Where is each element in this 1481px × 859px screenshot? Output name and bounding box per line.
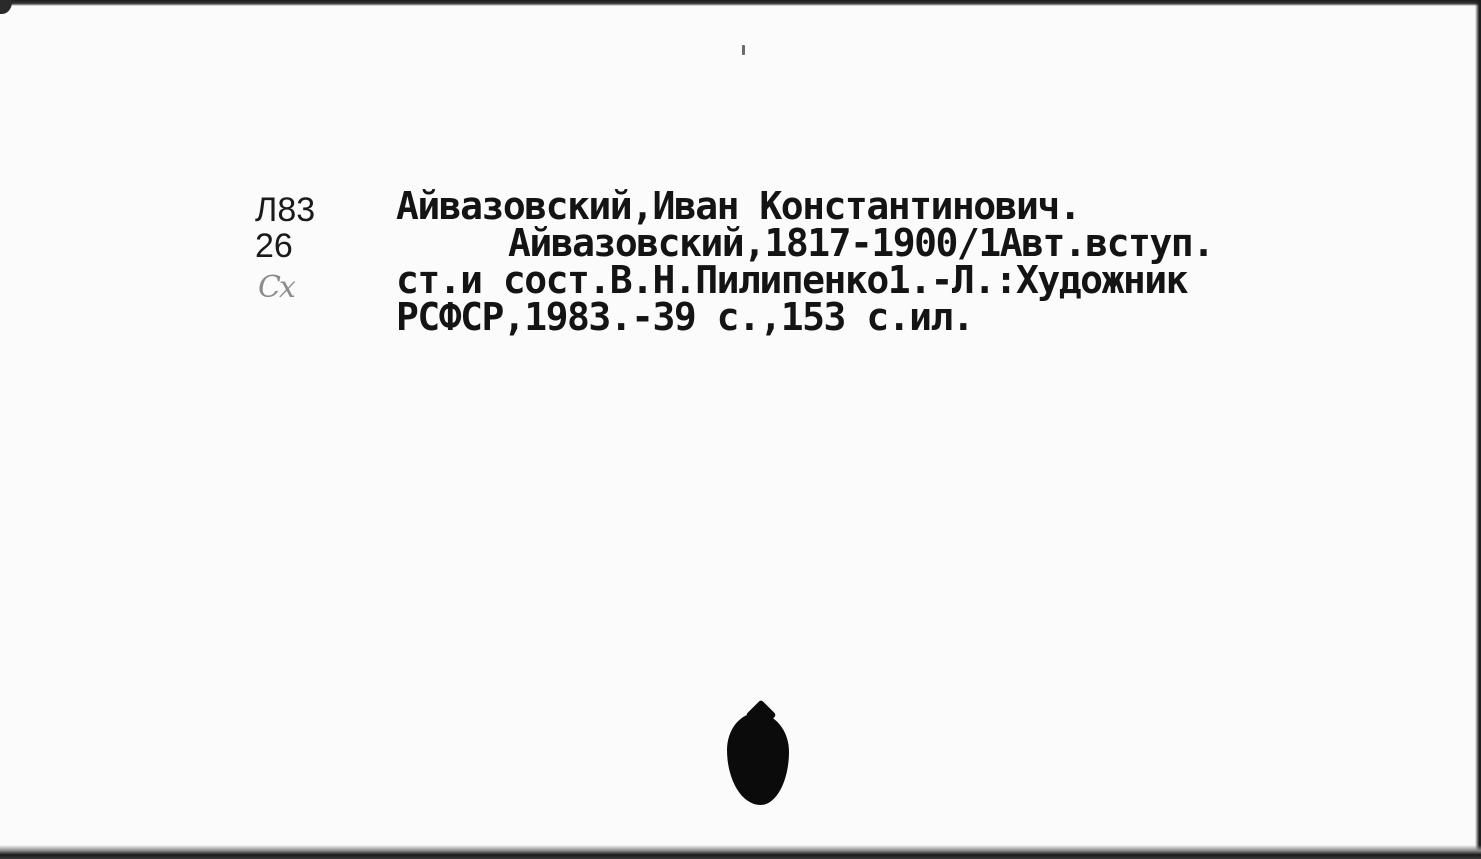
- call-number-line: Л83: [255, 191, 316, 229]
- scan-edge-bottom: [0, 845, 1481, 859]
- call-number: [255, 192, 315, 264]
- entry-heading: Айвазовский,Иван Константинович.: [396, 184, 1081, 228]
- dust-speck: [742, 45, 745, 55]
- punch-hole: [727, 713, 789, 805]
- scan-edge-right: [1475, 0, 1481, 859]
- handwritten-mark: Cx: [258, 270, 294, 305]
- entry-line: РСФСР,1983.-39 с.,153 с.ил.: [396, 295, 974, 339]
- entry-line: ст.и сост.В.Н.Пилипенко1.-Л.:Художник: [396, 258, 1187, 302]
- entry-title-line: Айвазовский,1817-1900/1Авт.вступ.: [508, 221, 1214, 265]
- scan-edge-top: [10, 0, 1481, 6]
- call-number-line: 26: [255, 227, 293, 265]
- bibliographic-entry: [396, 184, 1466, 339]
- scan-corner: [0, 0, 12, 14]
